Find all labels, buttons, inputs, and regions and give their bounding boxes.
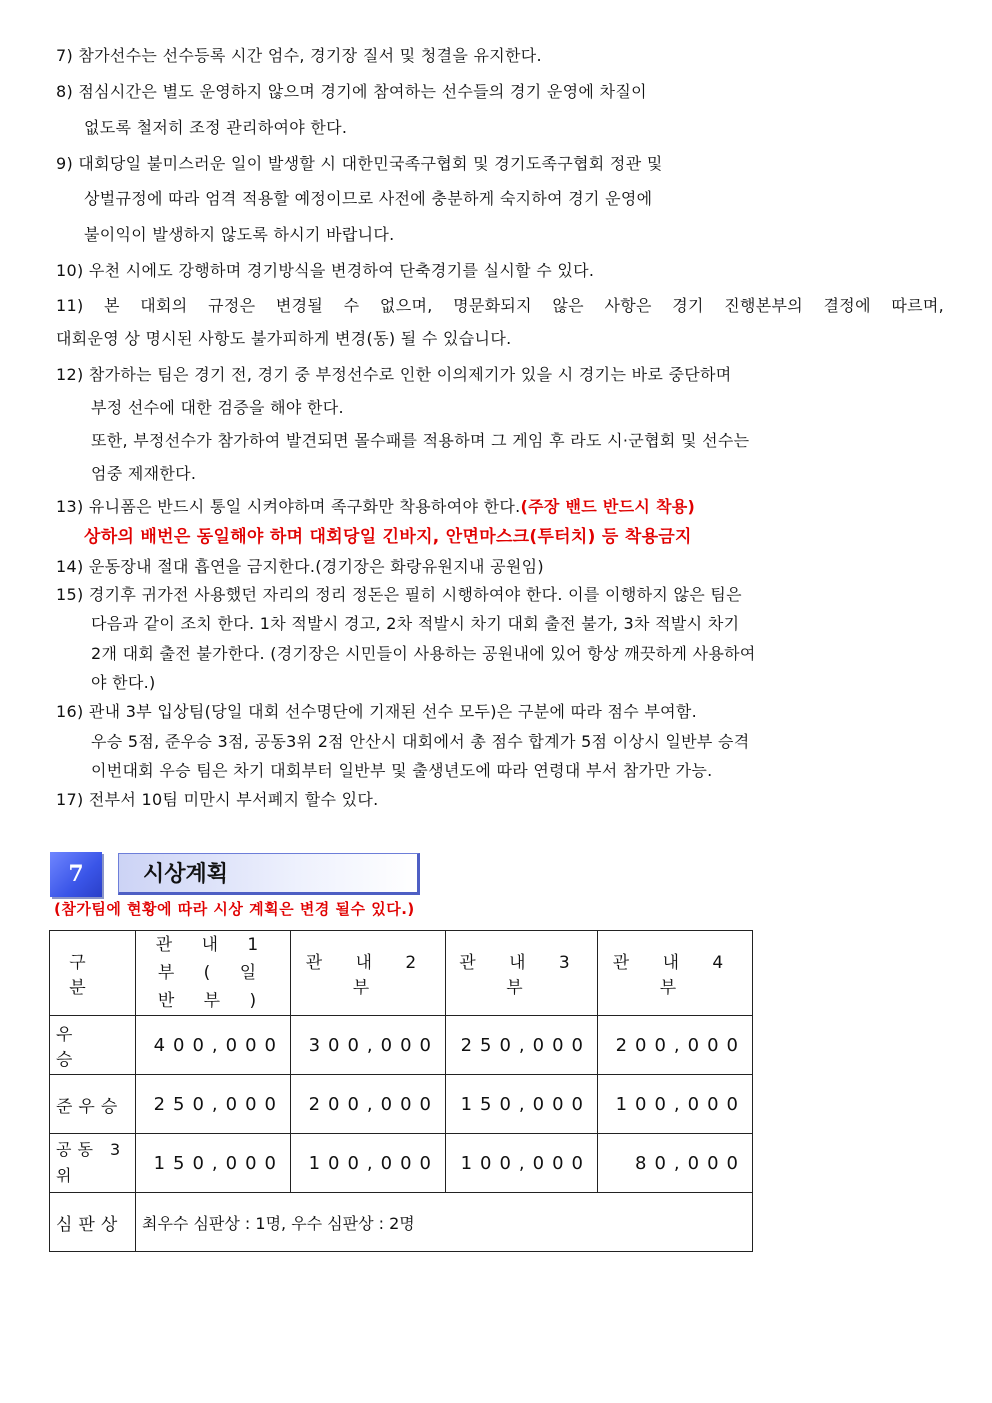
rule-10: 10) 우천 시에도 강행하며 경기방식을 변경하여 단축경기를 실시할 수 있다. [56,261,595,280]
prize-table [49,930,753,1252]
rule-12-cont-2: 또한, 부정선수가 참가하여 발견되면 몰수패를 적용하며 그 게임 후 라도 시·군협회 및 선수는 [91,431,750,450]
prize-cell: 100,000 [446,1134,598,1193]
rule-13 [56,496,695,518]
row-label: 준우승 [50,1075,136,1134]
rule-15-cont-3: 야 한다.) [91,673,156,692]
rule-15: 15) 경기후 귀가전 사용했던 자리의 정리 정돈은 필히 시행하여야 한다. 이를 이행하지 않은 팀은 [56,585,742,604]
header-cell: 관 내 1 부 ( 일 반 부 ) [136,931,291,1016]
rule-14: 14) 운동장내 절대 흡연을 금지한다.(경기장은 화랑유원지내 공원임) [56,557,544,576]
rule-12-cont-3: 엄중 제재한다. [91,464,197,483]
rule-16-cont: 우승 5점, 준우승 3점, 공동3위 2점 안산시 대회에서 총 점수 합계가 5점 이상시 일반부 승격 [91,732,750,751]
rule-11: 11) 본 대회의 규정은 변경될 수 없으며, 명문화되지 않은 사항은 경기 진행본부의 결정에 따르며, [56,296,944,315]
prize-cell: 250,000 [136,1075,291,1134]
rule-9-cont-2: 불이익이 발생하지 않도록 하시기 바랍니다. [84,225,395,244]
rule-15-cont-2: 2개 대회 출전 불가한다. (경기장은 시민들이 사용하는 공원내에 있어 항상 깨끗하게 사용하여 [91,644,756,663]
rule-7: 7) 참가선수는 선수등록 시간 엄수, 경기장 질서 및 청결을 유지한다. [56,46,542,65]
rule-9-cont: 상벌규정에 따라 엄격 적용할 예정이므로 사전에 충분하게 숙지하여 경기 운영에 [84,189,653,208]
section-number-badge: 7 [50,852,102,897]
table-row [50,1075,753,1134]
section-title: 시상계획 [118,853,420,895]
prize-cell: 150,000 [446,1075,598,1134]
prize-cell: 250,000 [446,1016,598,1075]
rule-11-cont: 대회운영 상 명시된 사항도 불가피하게 변경(동) 될 수 있습니다. [56,329,512,348]
row-label: 공동 3위 [50,1134,136,1193]
rule-17: 17) 전부서 10팀 미만시 부서폐지 할수 있다. [56,790,379,809]
header-cell: 관 내 3 부 [446,931,598,1016]
prize-cell: 200,000 [291,1075,446,1134]
row-label: 우 승 [50,1016,136,1075]
table-row [50,1016,753,1075]
prize-cell: 200,000 [598,1016,753,1075]
table-row-referee [50,1193,753,1252]
header-cell: 관 내 2 부 [291,931,446,1016]
header-cell: 관 내 4 부 [598,931,753,1016]
referee-award-cell: 최우수 심판상 : 1명, 우수 심판상 : 2명 [136,1193,753,1252]
rule-13-highlight: (주장 밴드 반드시 착용) [520,497,696,516]
rule-8: 8) 점심시간은 별도 운영하지 않으며 경기에 참여하는 선수들의 경기 운영에 차질이 [56,82,647,101]
rule-13-text: 13) 유니폼은 반드시 통일 시켜야하며 족구화만 착용하여야 한다. [56,497,521,516]
prize-cell: 100,000 [291,1134,446,1193]
prize-cell: 80,000 [598,1134,753,1193]
rule-13-warning: 상하의 배번은 동일해야 하며 대회당일 긴바지, 안면마스크(투터치) 등 착용금지 [84,527,692,547]
header-cell: 구 분 [50,931,136,1016]
rule-16-cont-2: 이번대회 우승 팀은 차기 대회부터 일반부 및 출생년도에 따라 연령대 부서 참가만 가능. [91,761,713,780]
table-header-row [50,931,753,1016]
prize-cell: 150,000 [136,1134,291,1193]
rule-12-cont: 부정 선수에 대한 검증을 해야 한다. [91,398,344,417]
prize-cell: 100,000 [598,1075,753,1134]
prize-cell: 300,000 [291,1016,446,1075]
rule-12: 12) 참가하는 팀은 경기 전, 경기 중 부정선수로 인한 이의제기가 있을 시 경기는 바로 중단하며 [56,365,732,384]
row-label: 심판상 [50,1193,136,1252]
rule-9: 9) 대회당일 불미스러운 일이 발생할 시 대한민국족구협회 및 경기도족구협회 정관 및 [56,154,663,173]
prize-cell: 400,000 [136,1016,291,1075]
section-note: (참가팀에 현황에 따라 시상 계획은 변경 될수 있다.) [54,900,415,918]
rule-16: 16) 관내 3부 입상팀(당일 대회 선수명단에 기재된 선수 모두)은 구분에 따라 점수 부여함. [56,702,698,721]
rule-8-cont: 없도록 철저히 조정 관리하여야 한다. [84,118,348,137]
table-row [50,1134,753,1193]
rule-15-cont: 다음과 같이 조치 한다. 1차 적발시 경고, 2차 적발시 차기 대회 출전 불가, 3차 적발시 차기 [91,614,740,633]
